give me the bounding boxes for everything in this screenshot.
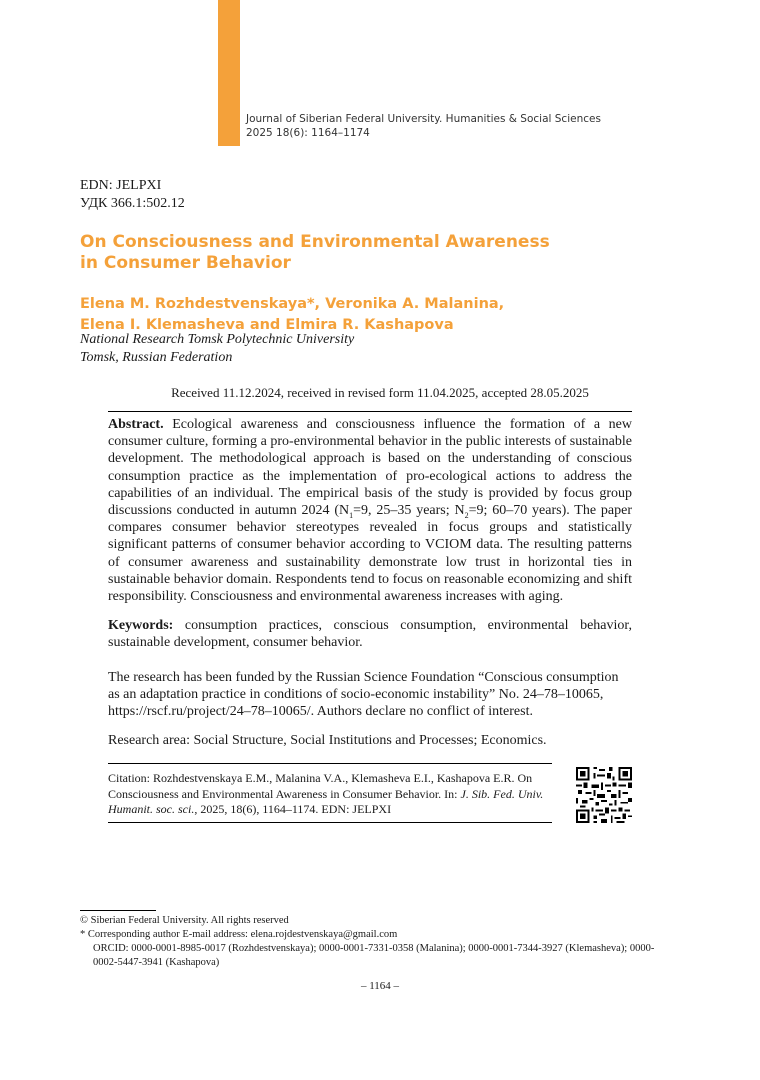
title-line-1: On Consciousness and Environmental Awareness [80, 232, 550, 252]
abstract [108, 416, 632, 605]
authors [80, 294, 640, 336]
journal-color-bar [218, 0, 240, 146]
journal-issue: 2025 18(6): 1164–1174 [246, 127, 370, 139]
abstract-text-3: =9; 60–70 years). The paper compares consumer behavior stereotypes revealed in focus groups and statistically significant patterns of consumer behavior according to VCIOM data. The resulting patterns of consumer awareness and sustainability demonstrate low trust in horizontal ties in sustainable behavior domain. Respondents tend to focus on reasonable economizing and shift responsibility. Consciousness and environmental awareness increases with aging. [108, 503, 632, 605]
edn-code: EDN: JELPXI [80, 178, 162, 193]
abstract-top-rule [108, 411, 632, 412]
received-dates: Received 11.12.2024, received in revised form 11.04.2025, accepted 28.05.2025 [171, 385, 589, 400]
abstract-label: Abstract. [108, 417, 164, 432]
affiliation [80, 331, 354, 367]
title-line-2: in Consumer Behavior [80, 253, 291, 273]
footnote-rule [80, 910, 156, 911]
keywords-text: consumption practices, conscious consumption, environmental behavior, sustainable development, consumer behavior. [108, 618, 632, 651]
abstract-text-1: Ecological awareness and consciousness influence the formation of a new consumer culture, forming a pro-environmental behavior in the public interests of sustainable development. The methodological approach is based on the understanding of conscious consumption practice as the implementation of pro-ecological actions to address the capabilities of an individual. The empirical basis of the study is provided by focus group discussions conducted in autumn 2024 (N [108, 417, 632, 519]
page-number: – 1164 – [360, 980, 400, 992]
journal-header [246, 112, 601, 140]
funding-statement: The research has been funded by the Russian Science Foundation “Conscious consumption as an adaptation practice in conditions of socio-economic instability” No. 24–78–10065, https://rscf.ru/project/24–78–10065/. Authors declare no conflict of interest. [108, 670, 619, 720]
abstract-sub-1: 1 [349, 510, 354, 520]
authors-line-2: Elena I. Klemasheva and Elmira R. Kashapova [80, 317, 454, 333]
keywords [108, 617, 632, 651]
citation-top-rule [108, 763, 552, 764]
abstract-text-2: =9, 25–35 years; N [353, 503, 465, 519]
corresponding-note: * Corresponding author E-mail address: elena.rojdestvenskaya@gmail.com [80, 929, 398, 940]
citation [108, 771, 552, 818]
qr-code-icon [576, 767, 632, 823]
citation-text-2: , 2025, 18(6), 1164–1174. EDN: JELPXI [194, 802, 392, 816]
citation-journal: J. Sib. Fed. Univ. Humanit. soc. sci. [108, 786, 544, 816]
citation-bottom-rule [108, 822, 552, 823]
orcid-note: ORCID: 0000-0001-8985-0017 (Rozhdestvenskaya); 0000-0001-7331-0358 (Malanina); 0000-0001-7344-3927 (Klemasheva); 0000-0002-5447-3941 (Kashapova) [93, 943, 655, 968]
article-title [80, 232, 640, 274]
footnotes [80, 914, 660, 970]
affiliation-institution: National Research Tomsk Polytechnic University [80, 332, 355, 347]
journal-name: Journal of Siberian Federal University. Humanities & Social Sciences [246, 113, 601, 125]
authors-line-1: Elena M. Rozhdestvenskaya*, Veronika A. Malanina, [80, 296, 505, 312]
copyright-note: © Siberian Federal University. All rights reserved [80, 915, 289, 926]
research-area: Research area: Social Structure, Social Institutions and Processes; Economics. [108, 733, 547, 748]
udk-code: УДК 366.1:502.12 [80, 196, 185, 211]
identifiers [80, 177, 185, 213]
citation-text-1: Citation: Rozhdestvenskaya E.M., Malanina V.A., Klemasheva E.I., Kashapova E.R. On Consciousness and Environmental Awareness in Consumer Behavior. In: [108, 771, 533, 801]
affiliation-location: Tomsk, Russian Federation [80, 350, 233, 365]
keywords-label: Keywords: [108, 618, 174, 633]
abstract-sub-2: 2 [464, 510, 469, 520]
